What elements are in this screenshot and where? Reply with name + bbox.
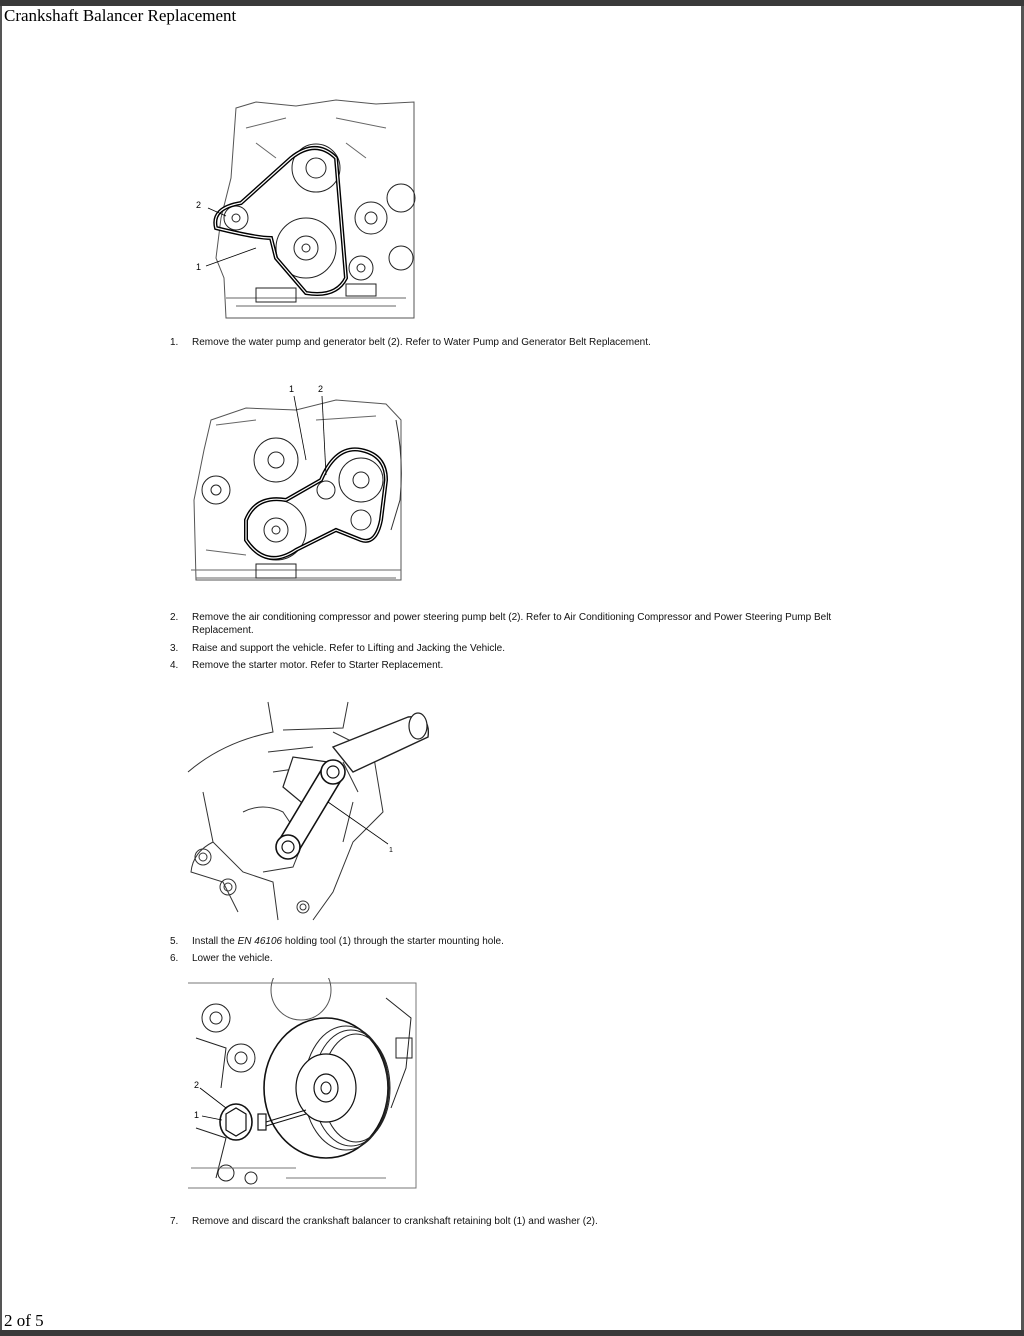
step-text: Remove and discard the crankshaft balancer to crankshaft retaining bolt (1) and washer (2). <box>192 1216 598 1227</box>
step-6 <box>170 952 890 965</box>
left-border <box>0 6 2 1330</box>
figure-ac-ps-belt <box>186 380 408 595</box>
bottom-border <box>0 1330 1024 1336</box>
step-1 <box>170 336 890 349</box>
step-number: 4. <box>170 660 179 671</box>
step-number: 6. <box>170 953 179 964</box>
step-text: Raise and support the vehicle. Refer to Lifting and Jacking the Vehicle. <box>192 643 505 654</box>
figure2-callout-1: 1 <box>289 384 295 394</box>
figure1-callout-2: 2 <box>196 200 202 210</box>
step-text: Remove the air conditioning compressor and power steering pump belt (2). Refer to Air Conditioning Compressor and Power Steering Pump Belt Replacement. <box>192 612 832 636</box>
step-text-post: holding tool (1) through the starter mounting hole. <box>282 936 504 947</box>
page-title: Crankshaft Balancer Replacement <box>4 6 237 25</box>
figure4-callout-1: 1 <box>194 1110 200 1120</box>
step-2 <box>170 611 890 637</box>
step-5 <box>170 935 890 948</box>
step-number: 1. <box>170 337 179 348</box>
step-text: Remove the starter motor. Refer to Starter Replacement. <box>192 660 444 671</box>
step-number: 2. <box>170 612 179 623</box>
figure2-callout-2: 2 <box>318 384 324 394</box>
step-text-pre: Install the <box>192 936 238 947</box>
step-number: 3. <box>170 643 179 654</box>
figure4-callout-2: 2 <box>194 1080 200 1090</box>
step-number: 5. <box>170 936 179 947</box>
figure3-callout-1: 1 <box>389 847 393 854</box>
step-number: 7. <box>170 1216 179 1227</box>
step-text: Remove the water pump and generator belt (2). Refer to Water Pump and Generator Belt Replacement. <box>192 337 651 348</box>
figure-generator-belt <box>196 98 418 323</box>
step-text: Lower the vehicle. <box>192 953 273 964</box>
page-number: 2 of 5 <box>4 1311 44 1330</box>
step-7 <box>170 1215 890 1228</box>
figure-balancer-bolt <box>186 978 418 1193</box>
tool-number: EN 46106 <box>237 936 283 947</box>
step-4 <box>170 659 890 672</box>
figure1-callout-1: 1 <box>196 262 202 272</box>
figure-holding-tool <box>183 692 433 922</box>
step-text <box>192 935 890 948</box>
step-3 <box>170 642 890 655</box>
